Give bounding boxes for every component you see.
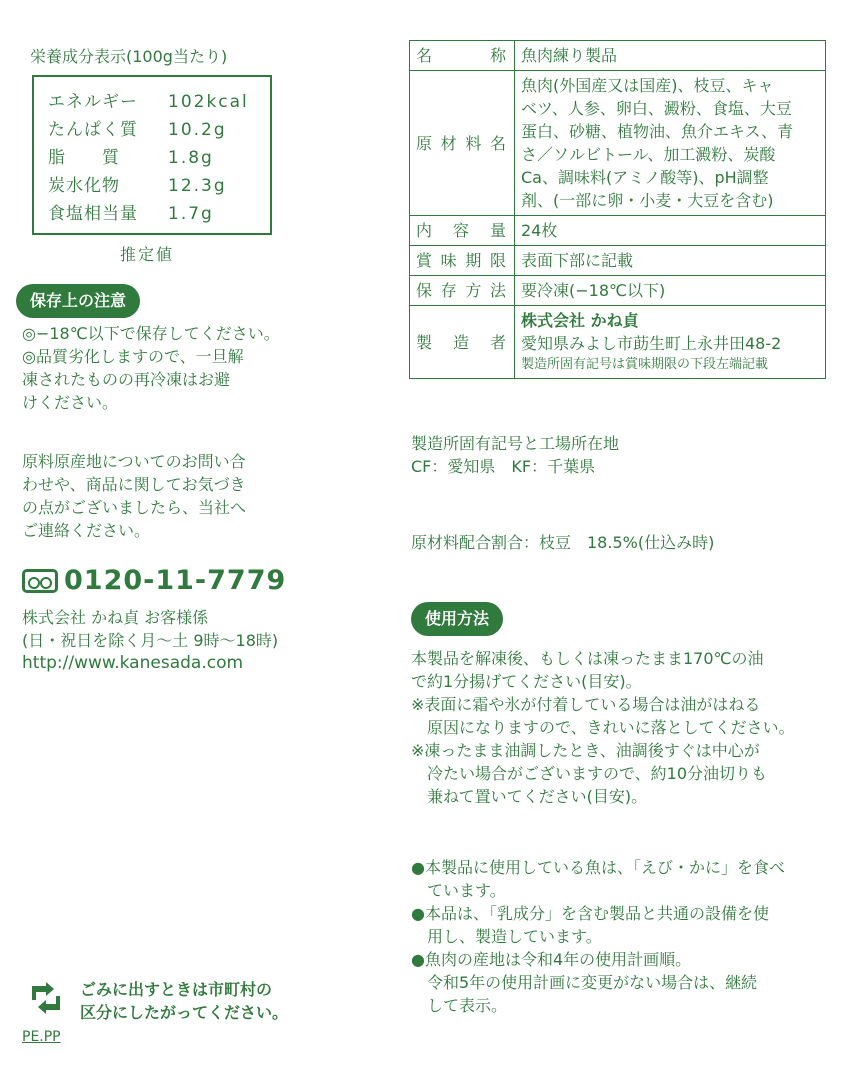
nutrient-name: エネルギー	[48, 92, 138, 112]
storage-line: ◎品質劣化しますので、一旦解	[22, 347, 244, 366]
info-line: 表面下部に記載	[521, 251, 634, 270]
table-row	[410, 216, 826, 246]
usage-line: 兼ねて置いてください(目安)。	[411, 787, 648, 806]
nutrition-row	[48, 199, 214, 224]
info-value	[515, 41, 826, 71]
notice-line: ●本品は、「乳成分」を含む製品と共通の設備を使	[411, 904, 769, 923]
nutrient-value: 102kcal	[168, 92, 249, 112]
usage-text	[411, 647, 795, 808]
nutrient-name: 炭水化物	[48, 176, 120, 196]
inquiry-line: ご連絡ください。	[22, 521, 151, 540]
info-key: 内 容 量	[410, 216, 515, 246]
table-row	[410, 306, 826, 379]
info-key: 保存方法	[410, 276, 515, 306]
product-info-table	[409, 40, 826, 379]
usage-line: ※表面に霜や氷が付着している場合は油がはねる	[411, 695, 761, 714]
phone-text: 0120-11-7779	[64, 565, 287, 596]
info-key: 賞味期限	[410, 246, 515, 276]
info-key: 製 造 者	[410, 306, 515, 379]
notice-line: 令和5年の使用計画に変更がない場合は、継続	[411, 973, 758, 992]
storage-text	[22, 322, 280, 414]
nutrient-value: 10.2g	[168, 120, 227, 140]
table-row	[410, 41, 826, 71]
nutrition-title: 栄養成分表示(100g当たり)	[30, 47, 228, 66]
nutrition-row	[48, 87, 249, 112]
info-key: 原材料名	[410, 71, 515, 216]
info-line: 魚肉練り製品	[521, 46, 618, 65]
factory-title: 製造所固有記号と工場所在地	[411, 434, 620, 453]
notice-line: ています。	[411, 881, 506, 900]
notice-line: して表示。	[411, 996, 508, 1015]
info-line: 株式会社 かね貞	[521, 311, 639, 330]
contact-company: 株式会社 かね貞 お客様係	[22, 608, 209, 627]
free-dial-icon	[22, 569, 58, 593]
table-row	[410, 276, 826, 306]
info-value	[515, 246, 826, 276]
ingredient-ratio: 原材料配合割合：枝豆 18.5%(仕込み時)	[411, 533, 715, 552]
storage-heading: 保存上の注意	[16, 284, 140, 318]
inquiry-line: 原料原産地についてのお問い合	[22, 452, 246, 471]
nutrient-name: たんぱく質	[48, 120, 138, 140]
notice-line: ●本製品に使用している魚は、「えび・かに」を食べ	[411, 858, 785, 877]
phone-number[interactable]	[22, 565, 286, 596]
info-line: 蛋白、砂糖、植物油、魚介エキス、青	[521, 122, 794, 141]
info-line: さ／ソルビトール、加工澱粉、炭酸	[521, 145, 776, 164]
usage-line: 本製品を解凍後、もしくは凍ったまま170℃の油	[411, 649, 764, 668]
nutrient-name: 食塩相当量	[48, 204, 138, 224]
info-line: 剤、(一部に卵・小麦・大豆を含む)	[521, 191, 774, 210]
recycle-line: 区分にしたがってください。	[80, 1003, 289, 1022]
contact-url[interactable]: http://www.kanesada.com	[22, 653, 244, 673]
info-line: 製造所固有記号は賞味期限の下段左端記載	[521, 357, 769, 372]
nutrient-value: 1.7g	[168, 204, 214, 224]
storage-line: 凍されたものの再冷凍はお避	[22, 370, 231, 389]
inquiry-text	[22, 450, 246, 542]
inquiry-line: の点がございましたら、当社へ	[22, 498, 247, 517]
info-value	[515, 306, 826, 379]
usage-line: ※凍ったまま油調したとき、油調後すぐは中心が	[411, 741, 760, 760]
info-value	[515, 216, 826, 246]
nutrient-value: 1.8g	[168, 148, 214, 168]
factory-line: CF：愛知県 KF：千葉県	[411, 457, 596, 476]
notice-line: ●魚肉の産地は令和4年の使用計画順。	[411, 950, 692, 969]
info-line: 愛知県みよし市莇生町上永井田48-2	[521, 334, 782, 353]
info-value	[515, 276, 826, 306]
usage-line: 冷たい場合がございますので、約10分油切りも	[411, 764, 768, 783]
info-line: Ca、調味料(アミノ酸等)、pH調整	[521, 168, 769, 187]
storage-line: けください。	[22, 393, 119, 412]
info-line: 24枚	[521, 221, 558, 240]
info-line: 魚肉(外国産又は国産)、枝豆、キャ	[521, 76, 774, 95]
usage-line: で約1分揚げてください(目安)。	[411, 672, 642, 691]
nutrition-row	[48, 115, 227, 140]
info-value	[515, 71, 826, 216]
nutrition-note: 推定値	[120, 245, 175, 264]
info-line: ベツ、人参、卵白、澱粉、食塩、大豆	[521, 99, 792, 118]
contact-hours: (日・祝日を除く月〜土 9時〜18時)	[22, 631, 279, 650]
storage-line: ◎−18℃以下で保存してください。	[22, 324, 280, 343]
inquiry-line: わせや、商品に関してお気づき	[22, 475, 246, 494]
nutrition-row	[48, 143, 214, 168]
nutrient-value: 12.3g	[168, 176, 227, 196]
notices-text	[411, 856, 785, 1017]
nutrient-name: 脂 質	[48, 148, 120, 168]
notice-line: 用し、製造しています。	[411, 927, 602, 946]
usage-line: 原因になりますので、きれいに落としてください。	[411, 718, 795, 737]
table-row	[410, 246, 826, 276]
recycle-icon	[26, 978, 66, 1018]
info-key: 名 称	[410, 41, 515, 71]
material-label: PE.PP	[22, 1029, 61, 1045]
usage-heading: 使用方法	[411, 602, 503, 636]
info-line: 要冷凍(−18℃以下)	[521, 281, 666, 300]
recycle-text	[80, 978, 288, 1024]
nutrition-row	[48, 171, 227, 196]
factory-info	[411, 432, 619, 478]
table-row	[410, 71, 826, 216]
recycle-line: ごみに出すときは市町村の	[80, 980, 273, 999]
contact-info	[22, 606, 278, 675]
nutrition-box	[32, 75, 272, 235]
